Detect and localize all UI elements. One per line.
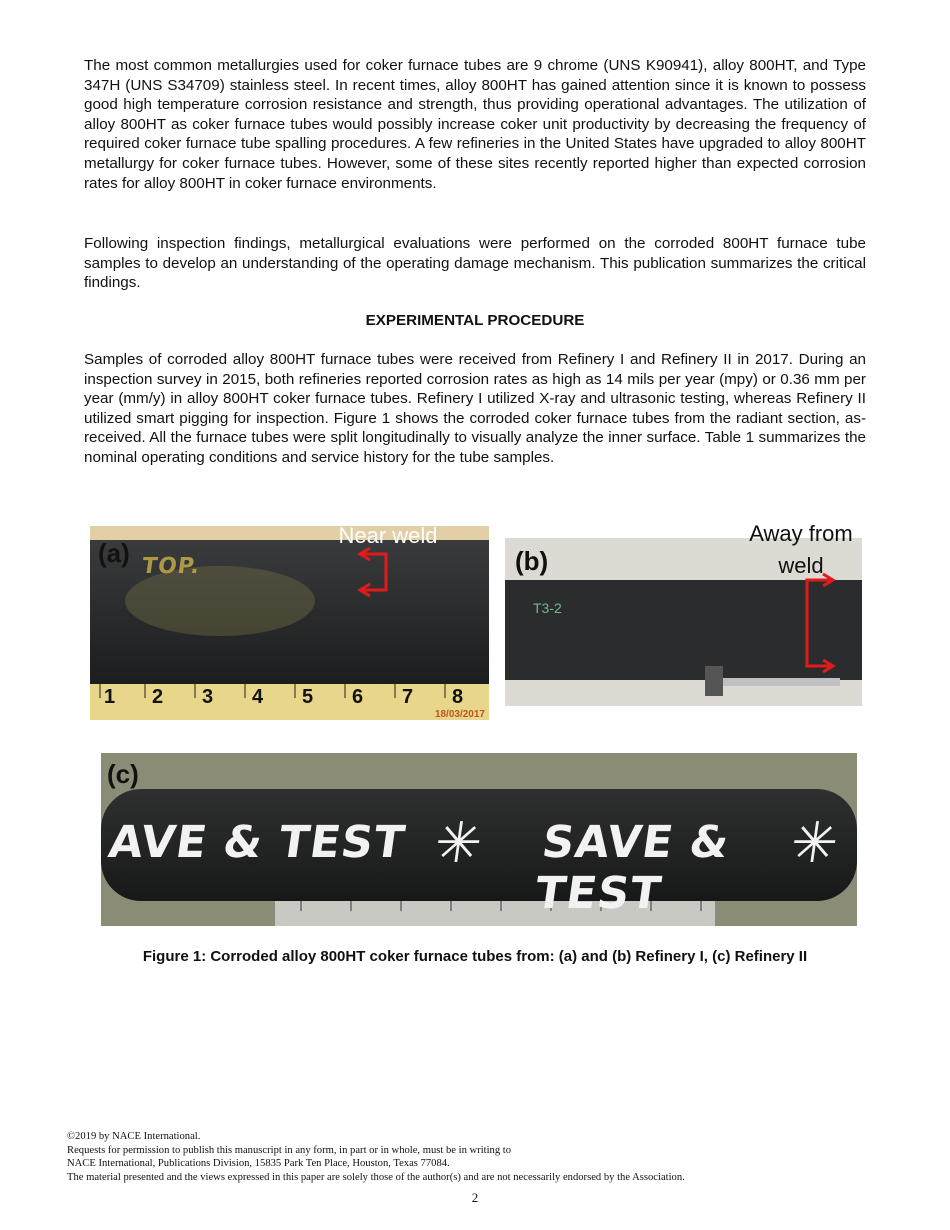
paragraph-procedure: Samples of corroded alloy 800HT furnace tubes were received from Refinery I and Refinery II in 2017. During an inspection survey in 2015, both refineries reported corrosion rates as high as 14 mils per year (mpy) or 0.36 mm per year (mm/y) in alloy 800HT coker furnace tubes. Refinery I utilized X-ray and ultrasonic testing, whereas Refinery II utilized smart pigging for inspection. Figure 1 shows the corroded coker furnace tubes from the radiant section, as-received. All the furnace tubes were split longitudinally to visually analyze the inner surface. Table 1 summarizes the nominal operating conditions and service history for the tube samples. (84, 351, 866, 466)
ruler-number: 7 (402, 686, 414, 708)
figure-caption: Figure 1: Corroded alloy 800HT coker furnace tubes from: (a) and (b) Refinery I, (c) Refinery II (142, 948, 808, 965)
panel-c-label: (c) (107, 759, 139, 789)
near-weld-annotation: Near weld (338, 523, 438, 548)
figure-panel-a (90, 526, 489, 720)
chalk-text-left: AVE & TEST (105, 817, 409, 868)
copyright-footer (67, 1130, 685, 1185)
figure-panel-c (101, 753, 857, 926)
section-heading: EXPERIMENTAL PROCEDURE (365, 312, 585, 329)
paragraph-intro: The most common metallurgies used for coker furnace tubes are 9 chrome (UNS K90941), alloy 800HT, and Type 347H (UNS S34709) stainless steel. In recent times, alloy 800HT has gained attention since it is known to possess good high temperature corrosion resistance and strength, thus providing operational advantages. The utilization of alloy 800HT as coker furnace tubes would possibly increase coker unit productivity by decreasing the frequency of required coker furnace tube spalling procedures. A few refineries in the United States have upgraded to alloy 800HT metallurgy for coker furnace tubes. However, some of these sites recently reported higher than expected corrosion rates for alloy 800HT in coker furnace environments. (84, 57, 866, 192)
chalk-star-right: ✳ (786, 811, 844, 876)
footer-line: NACE International, Publications Division, 15835 Park Ten Place, Houston, Texas 77084. (67, 1158, 450, 1170)
chalk-star-left: ✳ (430, 811, 488, 876)
page-number: 2 (471, 1190, 479, 1205)
ruler-number: 6 (352, 686, 364, 708)
panel-a-label: (a) (98, 538, 130, 568)
ruler-numbers (90, 684, 489, 714)
ruler-number: 4 (252, 686, 264, 708)
footer-line: Requests for permission to publish this manuscript in any form, in part or in whole, must be in writing to (67, 1144, 512, 1156)
panel-b-label: (b) (515, 546, 549, 576)
paragraph-evaluation: Following inspection findings, metallurgical evaluations were performed on the corroded 800HT furnace tube samples to develop an understanding of the operating damage mechanism. This publication summarizes the critical findings. (84, 235, 866, 292)
ruler-number: 8 (452, 686, 464, 708)
ruler-number: 3 (202, 686, 214, 708)
footer-line: The material presented and the views expressed in this paper are solely those of the author(s) and are not necessarily endorsed by the Association. (67, 1172, 685, 1184)
chalk-top-text: TOP. (140, 554, 202, 579)
ruler-number: 5 (302, 686, 314, 708)
tube-marking: T3-2 (533, 600, 562, 616)
footer-line: ©2019 by NACE International. (67, 1131, 201, 1142)
ruler-number: 1 (104, 686, 116, 708)
away-weld-annotation-line2: weld (778, 553, 824, 578)
ruler-number: 2 (152, 686, 164, 708)
date-stamp: 18/03/2017 (434, 709, 485, 720)
away-weld-annotation-line1: Away from (749, 521, 853, 546)
chalk-text-right: SAVE & TEST (531, 817, 733, 919)
